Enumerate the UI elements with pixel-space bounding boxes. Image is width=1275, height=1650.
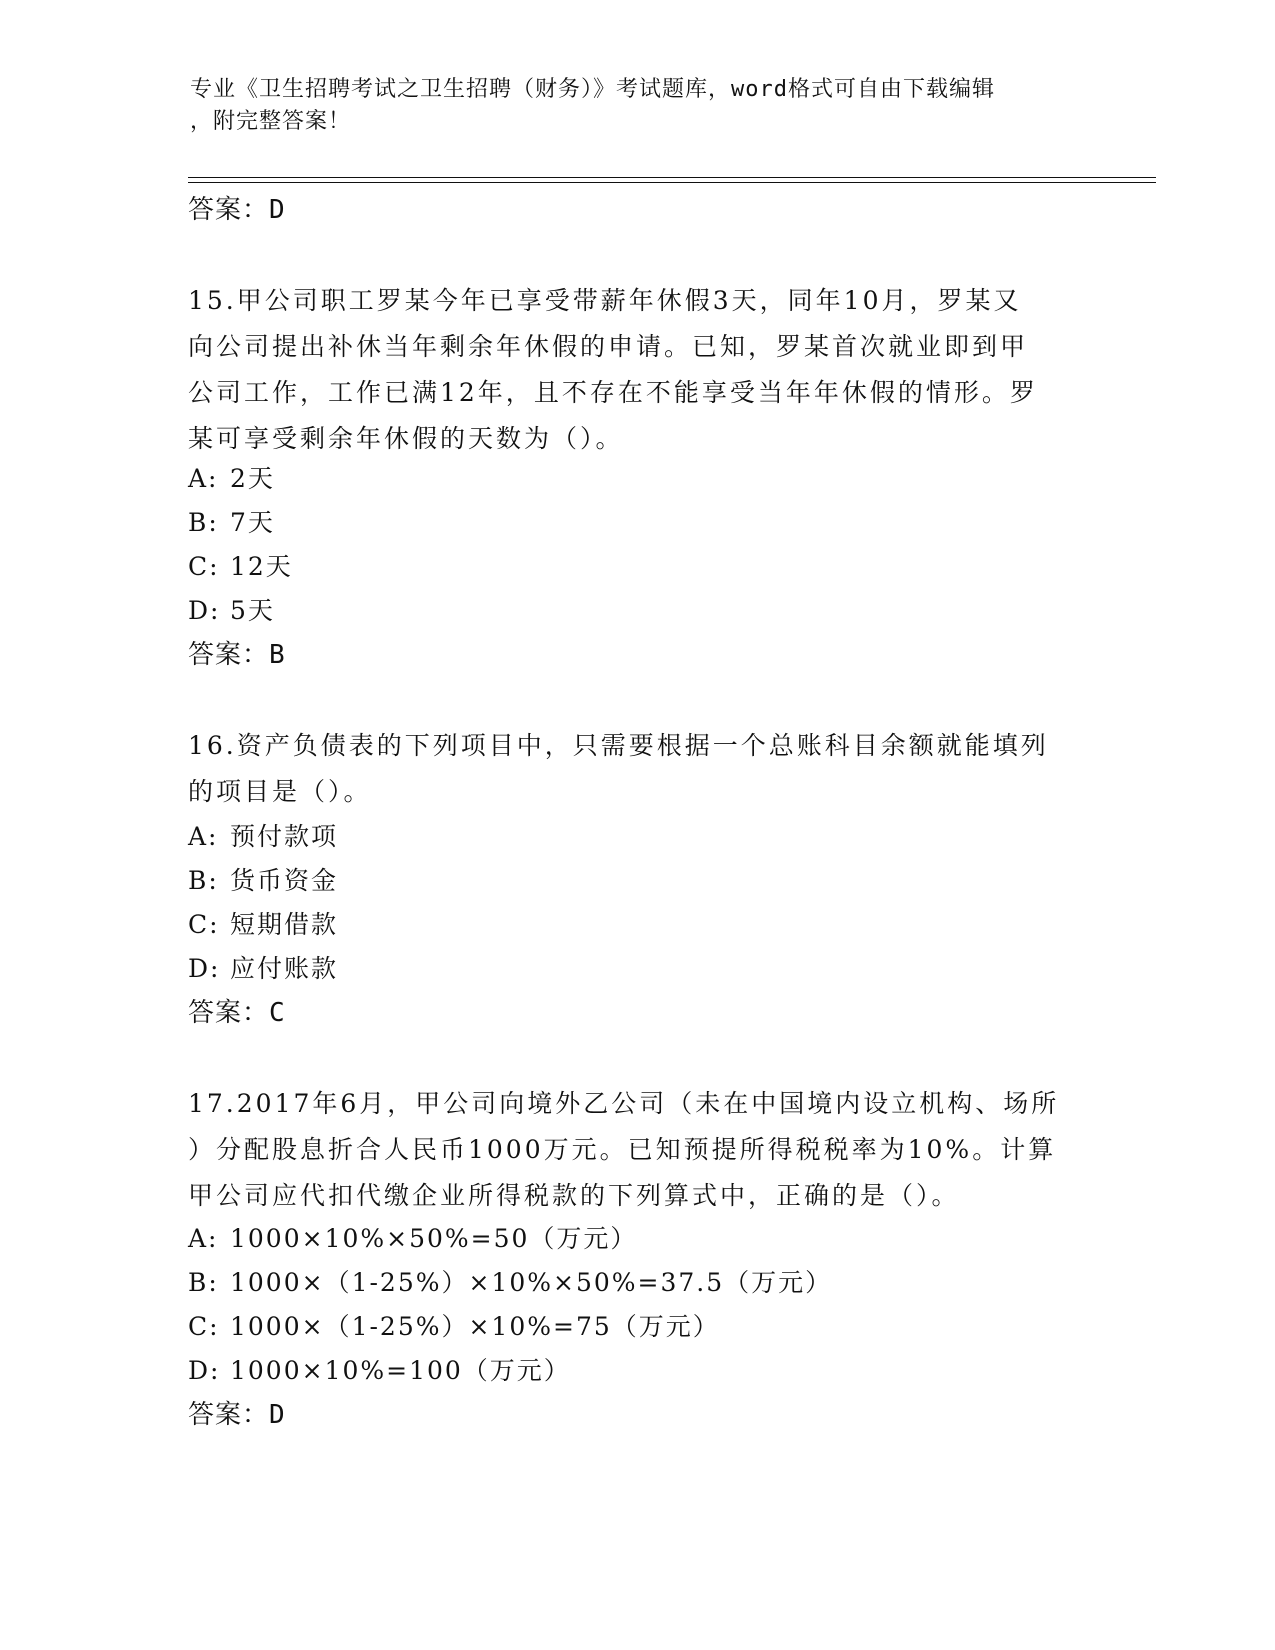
option-text: 货币资金: [230, 866, 339, 895]
option-text: 1000×（1-25%）×10%×50%=37.5（万元）: [230, 1268, 833, 1297]
question-line: 某可享受剩余年休假的天数为（）。: [188, 424, 624, 453]
question-15-option-a: [188, 462, 275, 496]
option-key: C:: [188, 552, 220, 581]
question-line: 16.资产负债表的下列项目中，只需要根据一个总账科目余额就能填列: [188, 731, 1049, 760]
question-16-option-c: [188, 908, 338, 942]
question-line: 公司工作，工作已满12年，且不存在不能享受当年年休假的情形。罗: [188, 378, 1038, 407]
question-15-option-b: [188, 506, 275, 540]
question-15-option-c: [188, 550, 293, 584]
option-text: 2天: [230, 464, 275, 493]
option-text: 12天: [230, 552, 293, 581]
question-line: 15.甲公司职工罗某今年已享受带薪年休假3天，同年10月，罗某又: [188, 286, 1022, 315]
option-key: A:: [188, 822, 219, 851]
option-text: 1000×（1-25%）×10%=75（万元）: [230, 1312, 720, 1341]
question-16-answer: 答案：C: [188, 998, 286, 1028]
question-16-text: [188, 723, 1108, 815]
question-17-option-b: [188, 1266, 832, 1300]
option-key: B:: [188, 508, 219, 537]
option-key: D:: [188, 596, 221, 625]
question-17-option-c: [188, 1310, 720, 1344]
question-17-answer: 答案：D: [188, 1400, 286, 1430]
header-rule-thick: [188, 177, 1156, 178]
option-text: 5天: [230, 596, 275, 625]
option-key: B:: [188, 866, 219, 895]
answer-previous: 答案：D: [188, 195, 286, 225]
option-text: 短期借款: [230, 910, 339, 939]
option-text: 应付账款: [230, 954, 339, 983]
option-key: D:: [188, 954, 221, 983]
question-line: 向公司提出补休当年剩余年休假的申请。已知，罗某首次就业即到甲: [188, 332, 1029, 361]
question-16-option-d: [188, 952, 338, 986]
option-key: C:: [188, 910, 220, 939]
header-line-1: 专业《卫生招聘考试之卫生招聘（财务）》考试题库，word格式可自由下载编辑: [190, 77, 995, 102]
option-text: 7天: [230, 508, 275, 537]
question-line: ）分配股息折合人民币1000万元。已知预提所得税税率为10%。计算: [188, 1135, 1057, 1164]
question-line: 17.2017年6月，甲公司向境外乙公司（未在中国境内设立机构、场所: [188, 1089, 1060, 1118]
option-text: 1000×10%×50%=50（万元）: [230, 1224, 638, 1253]
question-16-option-b: [188, 864, 338, 898]
question-17-option-d: [188, 1354, 571, 1388]
option-key: C:: [188, 1312, 220, 1341]
question-15-option-d: [188, 594, 275, 628]
question-17-option-a: [188, 1222, 637, 1256]
option-key: A:: [188, 1224, 219, 1253]
question-line: 甲公司应代扣代缴企业所得税款的下列算式中，正确的是（）。: [188, 1181, 960, 1210]
question-16-option-a: [188, 820, 338, 854]
option-key: B:: [188, 1268, 219, 1297]
question-15-text: [188, 278, 1108, 462]
header-line-2: ，附完整答案！: [190, 109, 352, 134]
option-key: D:: [188, 1356, 221, 1385]
header-rule-thin: [188, 182, 1156, 183]
option-text: 预付款项: [230, 822, 339, 851]
question-line: 的项目是（）。: [188, 777, 372, 806]
option-text: 1000×10%=100（万元）: [230, 1356, 571, 1385]
option-key: A:: [188, 464, 219, 493]
document-header: [190, 74, 1070, 138]
question-15-answer: 答案：B: [188, 640, 286, 670]
question-17-text: [188, 1081, 1108, 1219]
